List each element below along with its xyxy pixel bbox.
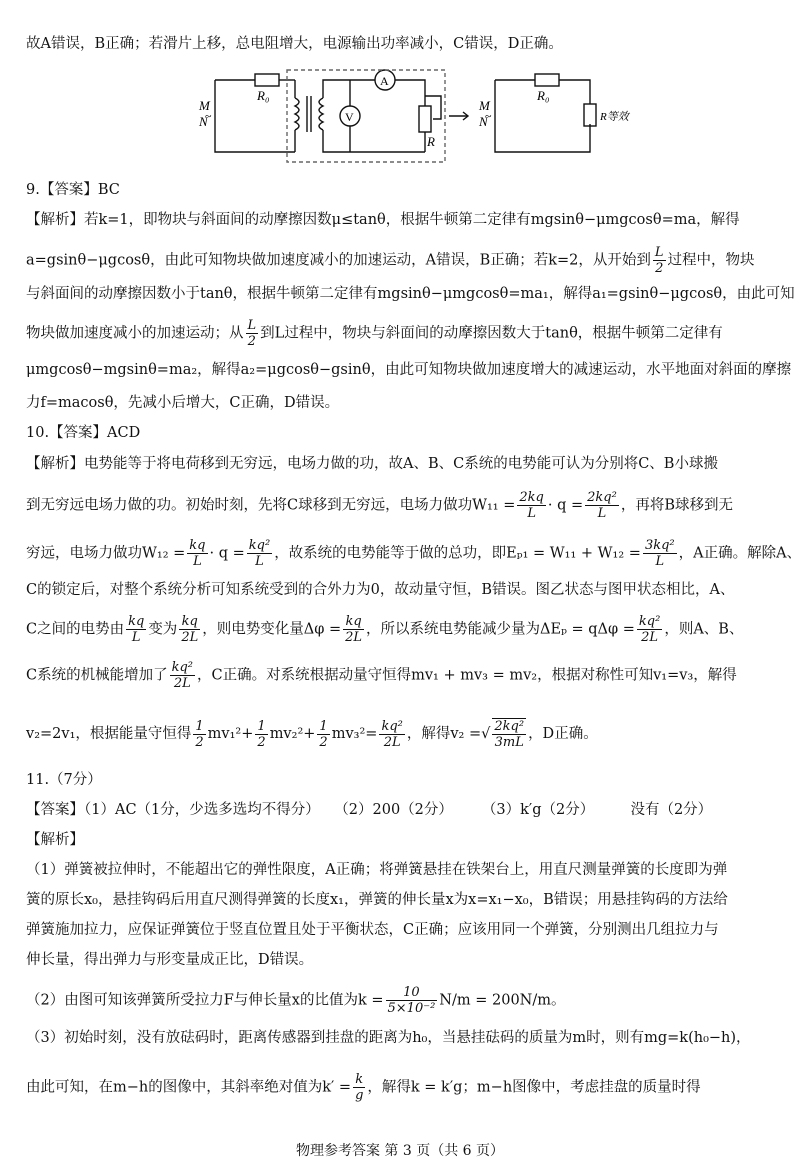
text-line: 与斜面间的动摩擦因数小于tanθ，根据牛顿第二定律有mgsinθ−μmgcosθ=ma₁，解得a₁=gsinθ−μgcosθ，由此可知	[26, 286, 795, 302]
answer-9: 9.【答案】BC	[26, 182, 120, 198]
text-line: 簧的原长x₀，悬挂钩码后用直尺测得弹簧的长度x₁，弹簧的伸长量x为x=x₁−x₀，B错误；用悬挂钩码的方法给	[26, 892, 728, 908]
answer-11: 【答案】（1）AC（1分，少选多选均不得分） （2）200（2分） （3）k′g（2分） 没有（2分）	[26, 802, 713, 818]
text-line: 穷远，电场力做功W₁₂ = $\frac{kq}{L}$ · q = $\frac{\text{kq²}}{L}$ ，故系统的电势能等于做的总功，即Eₚ₁ = W₁₁ + W₁₂ = $\frac{\text{3kq²}}{L}$ ，A正确。解除A、	[26, 538, 801, 569]
text-line: 【解析】电势能等于将电荷移到无穷远，电场力做的功，故A、B、C系统的电势能可认为分别将C、B小球搬	[26, 456, 718, 472]
text-line: 【解析】若k=1，即物块与斜面间的动摩擦因数μ≤tanθ，根据牛顿第二定律有mgsinθ−μmgcosθ=ma，解得	[26, 212, 740, 228]
label-N2: N	[479, 114, 488, 129]
text-line: C的锁定后，对整个系统分析可知系统受到的合外力为0，故动量守恒，B错误。图乙状态与图甲状态相比，A、	[26, 582, 735, 598]
text-line: 伸长量，得出弹力与形变量成正比，D错误。	[26, 952, 314, 968]
page-footer: 物理参考答案 第 3 页（共 6 页）	[295, 1143, 505, 1159]
analysis-label: 【解析】	[26, 832, 84, 848]
text-line: C之间的电势由 $\frac{kq}{L}$ 变为 $\frac{kq}{2L}$ ，则电势变化量Δφ = $\frac{kq}{2L}$ ，所以系统电势能减少量为ΔEₚ = qΔφ = $\frac{\text{kq²}}{2L}$ ，则A、B、	[26, 614, 744, 645]
label-A: A	[380, 74, 389, 88]
text-line: （2）由图可知该弹簧所受拉力F与伸长量x的比值为k = $\frac{10}{\text{5×10⁻²}}$ N/m = 200N/m。	[26, 985, 566, 1016]
text-line: C系统的机械能增加了 $\frac{\text{kq²}}{2L}$ ，C正确。对系统根据动量守恒得mv₁ + mv₃ = mv₂，根据对称性可知v₁=v₃，解得	[26, 660, 737, 691]
label-R0: R₀	[257, 88, 270, 103]
text-line: μmgcosθ−mgsinθ=ma₂，解得a₂=μgcosθ−gsinθ，由此可知物块做加速度增大的减速运动，水平地面对斜面的摩擦	[26, 362, 792, 378]
text-line: 物块做加速度减小的加速运动；从 $\frac{L}{2}$ 到L过程中，物块与斜面间的动摩擦因数大于tanθ，根据牛顿第二定律有	[26, 318, 723, 349]
text-line: （1）弹簧被拉伸时，不能超出它的弹性限度，A正确；将弹簧悬挂在铁架台上，用直尺测量弹簧的长度即为弹	[26, 862, 728, 878]
text-line: 力f=macosθ，先减小后增大，C正确，D错误。	[26, 395, 340, 411]
text-line: a=gsinθ−μgcosθ，由此可知物块做加速度减小的加速运动，A错误，B正确；若k=2，从开始到 $\frac{L}{2}$ 过程中，物块	[26, 245, 755, 276]
circuit-diagram	[195, 66, 629, 166]
answer-10: 10.【答案】ACD	[26, 425, 141, 441]
text-line: （3）初始时刻，没有放砝码时，距离传感器到挂盘的距离为h₀，当悬挂砝码的质量为m时，则有mg=k(h₀−h)，	[26, 1030, 751, 1046]
label-Req: R等效	[600, 111, 629, 123]
label-M: M	[199, 98, 210, 113]
label-R0-2: R₀	[537, 88, 550, 103]
label-M2: M	[479, 98, 490, 113]
label-R: R	[427, 134, 435, 149]
text-line: 故A错误，B正确；若滑片上移，总电阻增大，电源输出功率减小，C错误，D正确。	[26, 36, 563, 52]
text-line: 由此可知，在m−h的图像中，其斜率绝对值为k′ = $\frac{k}{g}$ ，解得k = k′g；m−h图像中，考虑挂盘的质量时得	[26, 1072, 701, 1103]
svg-text:~: ~	[205, 109, 212, 123]
label-V: V	[345, 110, 354, 124]
text-line: 弹簧施加拉力，应保证弹簧位于竖直位置且处于平衡状态，C正确；应该用同一个弹簧，分别测出几组拉力与	[26, 922, 719, 938]
svg-text:~: ~	[485, 109, 492, 123]
label-N: N	[199, 114, 208, 129]
text-line: 到无穷远电场力做的功。初始时刻，先将C球移到无穷远，电场力做功W₁₁ = $\frac{2kq}{L}$ · q = $\frac{\text{2kq²}}{L}$ ，再将B球移到无	[26, 490, 733, 521]
question-11: 11.（7分）	[26, 772, 102, 788]
text-line: v₂=2v₁，根据能量守恒得 $\frac{1}{2}$ mv₁²+ $\frac{1}{2}$ mv₂²+ $\frac{1}{2}$ mv₃²= $\frac{\text{kq²}}{2L}$ ，解得v₂ =√ $\frac{\text{2kq²}}{3mL}$ ，D正确。	[26, 718, 598, 750]
